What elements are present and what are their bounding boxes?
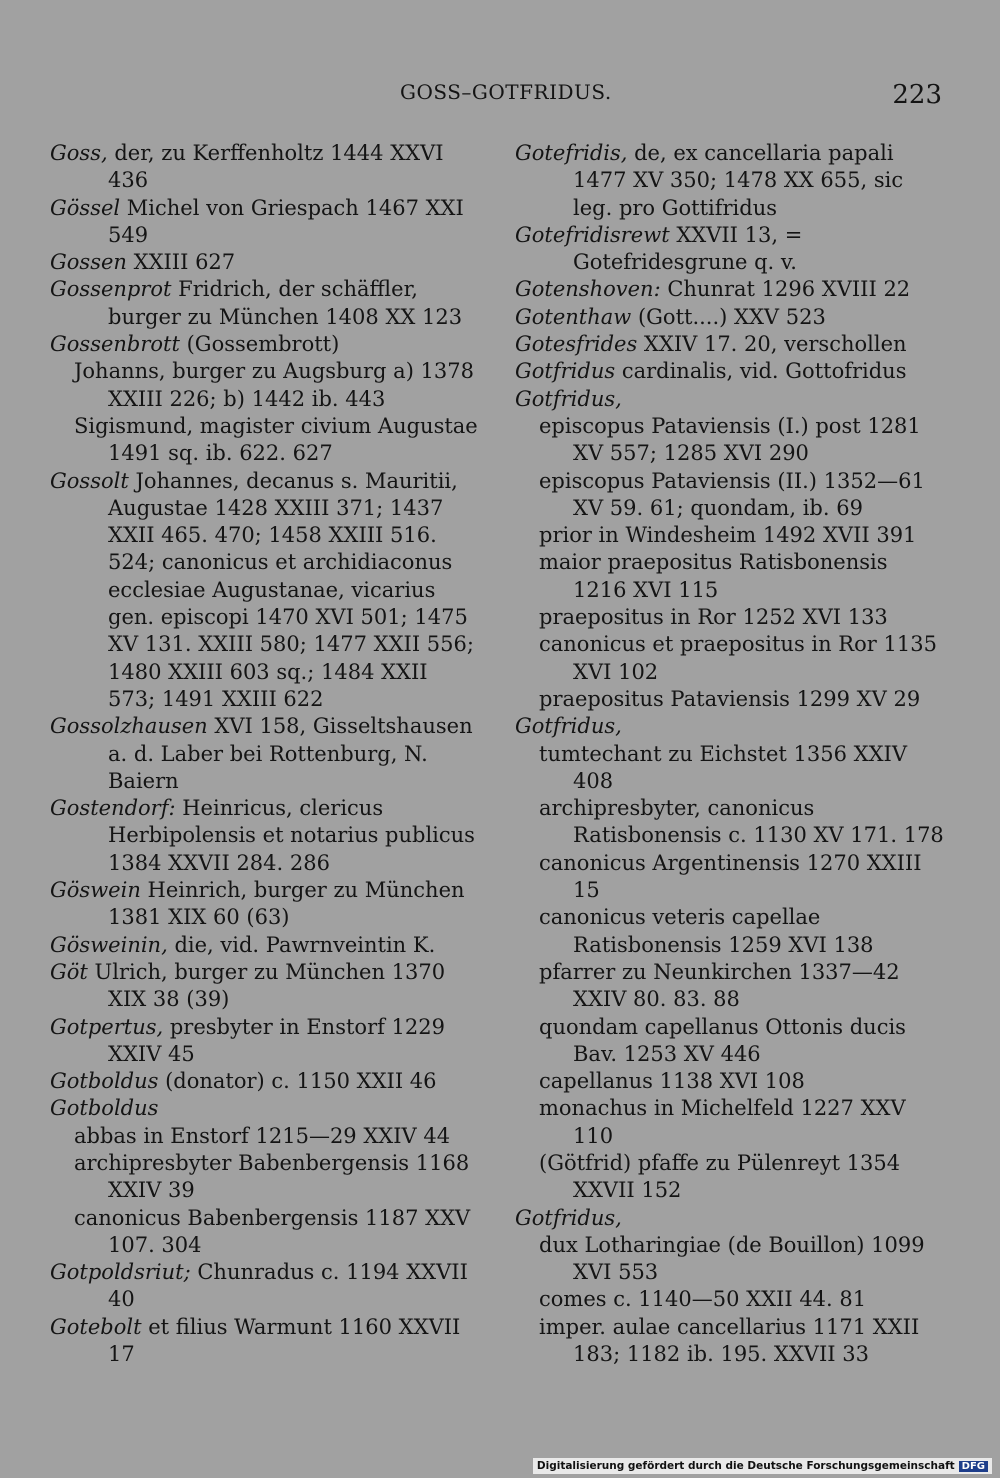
index-entry bbox=[50, 959, 480, 1014]
entry-text: XXIII 627 bbox=[126, 250, 236, 275]
running-head: GOSS–GOTFRIDUS. bbox=[400, 80, 612, 104]
entry-lemma: Gostendorf: bbox=[50, 796, 176, 821]
index-entry bbox=[50, 140, 480, 195]
entry-lemma: Gotfridus, bbox=[515, 386, 622, 411]
entry-text: XXIV 17. 20, verschollen bbox=[637, 332, 907, 357]
entry-text: imper. aulae cancellarius 1171 XXII 183; 1182 ib. 195. XXVII 33 bbox=[539, 1314, 920, 1367]
entry-lemma: Gossen bbox=[50, 250, 127, 275]
index-entry bbox=[515, 140, 945, 222]
index-entry bbox=[50, 331, 480, 358]
entry-text: abbas in Enstorf 1215—29 XXIV 44 bbox=[74, 1123, 451, 1148]
index-subentry bbox=[515, 959, 945, 1014]
entry-text: XVI 158, Gisseltshausen a. d. Laber bei Rottenburg, N. Baiern bbox=[108, 714, 473, 793]
index-subentry bbox=[515, 741, 945, 796]
digitization-footer bbox=[533, 1458, 992, 1474]
entry-text: Heinricus, clericus Herbipolensis et notarius publicus 1384 XXVII 284. 286 bbox=[108, 796, 475, 875]
index-entry bbox=[50, 195, 480, 250]
entry-text: (Götfrid) pfaffe zu Pülenreyt 1354 XXVII 152 bbox=[539, 1150, 901, 1203]
index-entry bbox=[50, 795, 480, 877]
entry-lemma: Gossenbrott bbox=[50, 332, 180, 357]
index-entry bbox=[50, 1068, 480, 1095]
index-subentry bbox=[515, 604, 945, 631]
entry-lemma: Gotfridus, bbox=[515, 714, 622, 739]
entry-lemma: Gotebolt bbox=[50, 1314, 142, 1339]
entry-lemma: Gotpoldsriut; bbox=[50, 1260, 191, 1285]
entry-lemma: Gössel bbox=[50, 195, 121, 220]
index-entry bbox=[515, 276, 945, 303]
index-subentry bbox=[515, 850, 945, 905]
index-subentry bbox=[515, 522, 945, 549]
entry-lemma: Gotefridis, bbox=[515, 141, 628, 165]
index-subentry bbox=[50, 1150, 480, 1205]
page-number: 223 bbox=[892, 80, 942, 110]
index-subentry bbox=[515, 631, 945, 686]
index-subentry bbox=[515, 1232, 945, 1287]
entry-lemma: Gossenprot bbox=[50, 277, 172, 302]
entry-text: capellanus 1138 XVI 108 bbox=[539, 1069, 805, 1094]
entry-text: Fridrich, der schäffler, burger zu München 1408 XX 123 bbox=[108, 277, 463, 329]
entry-lemma: Gotboldus bbox=[50, 1069, 159, 1094]
entry-lemma: Gotefridisrewt bbox=[515, 222, 670, 247]
entry-text: et filius Warmunt 1160 XXVII 17 bbox=[108, 1314, 461, 1367]
index-subentry bbox=[515, 1286, 945, 1313]
entry-text: canonicus Babenbergensis 1187 XXV 107. 304 bbox=[74, 1205, 471, 1257]
entry-lemma: Gotenshoven: bbox=[515, 277, 661, 302]
entry-text: (Gossembrott) bbox=[179, 332, 340, 357]
index-subentry bbox=[515, 904, 945, 959]
entry-text: presbyter in Enstorf 1229 XXIV 45 bbox=[108, 1014, 445, 1066]
index-entry bbox=[50, 1314, 480, 1369]
entry-text: canonicus et praepositus in Ror 1135 XVI 102 bbox=[539, 632, 937, 684]
entry-text: de, ex cancellaria papali 1477 XV 350; 1478 XX 655, sic leg. pro Gottifridus bbox=[573, 141, 904, 220]
index-entry bbox=[515, 222, 945, 277]
entry-text: pfarrer zu Neunkirchen 1337—42 XXIV 80. 83. 88 bbox=[539, 959, 900, 1012]
entry-lemma: Göswein bbox=[50, 878, 141, 903]
index-entry bbox=[515, 713, 945, 740]
index-entry bbox=[50, 932, 480, 959]
index-subentry bbox=[515, 1014, 945, 1069]
entry-text: Johanns, burger zu Augsburg a) 1378 XXIII 226; b) 1442 ib. 443 bbox=[74, 359, 475, 411]
entry-text: archipresbyter, canonicus Ratisbonensis c. 1130 XV 171. 178 bbox=[539, 796, 944, 848]
index-subentry bbox=[50, 413, 480, 468]
right-column bbox=[515, 140, 945, 1368]
index-subentry bbox=[515, 413, 945, 468]
entry-text: monachus in Michelfeld 1227 XXV 110 bbox=[539, 1096, 906, 1148]
index-subentry bbox=[50, 1123, 480, 1150]
index-entry bbox=[515, 304, 945, 331]
entry-lemma: Göt bbox=[50, 959, 88, 984]
entry-text: praepositus Pataviensis 1299 XV 29 bbox=[539, 686, 921, 711]
index-entry bbox=[50, 713, 480, 795]
index-subentry bbox=[515, 795, 945, 850]
dfg-logo: DFG bbox=[959, 1461, 988, 1472]
entry-text: quondam capellanus Ottonis ducis Bav. 1253 XV 446 bbox=[539, 1014, 906, 1066]
entry-text: der, zu Kerffenholtz 1444 XXVI 436 bbox=[107, 141, 444, 193]
entry-lemma: Gotesfrides bbox=[515, 332, 638, 357]
index-subentry bbox=[515, 1095, 945, 1150]
entry-text: Sigismund, magister civium Augustae 1491 sq. ib. 622. 627 bbox=[74, 413, 478, 466]
index-subentry bbox=[50, 1205, 480, 1260]
entry-lemma: Gösweinin, bbox=[50, 932, 168, 957]
entry-text: (Gott....) XXV 523 bbox=[631, 304, 826, 329]
index-subentry bbox=[515, 686, 945, 713]
entry-text: Michel von Griespach 1467 XXI 549 bbox=[108, 195, 464, 247]
entry-lemma: Gotenthaw bbox=[515, 304, 632, 329]
index-entry bbox=[50, 1014, 480, 1069]
index-entry bbox=[50, 1259, 480, 1314]
entry-text: die, vid. Pawrnveintin K. bbox=[167, 932, 436, 957]
index-entry bbox=[515, 1205, 945, 1232]
entry-text: canonicus Argentinensis 1270 XXIII 15 bbox=[539, 850, 922, 903]
index-entry bbox=[50, 468, 480, 714]
entry-text: tumtechant zu Eichstet 1356 XXIV 408 bbox=[539, 741, 908, 793]
index-subentry bbox=[515, 549, 945, 604]
entry-text: Johannes, decanus s. Mauritii, Augustae 1428 XXIII 371; 1437 XXII 465. 470; 1458 XXIII 516. 524; canonicus et archidiaconus ecclesiae Augustanae, vicarius gen. episcopi 1470 XVI 501; 1475 XV 131. XXIII 580; 1477 XXII 556; 1480 XXIII 603 sq.; 1484 XXII 573; 1491 XXIII 622 bbox=[108, 468, 474, 711]
entry-text: (donator) c. 1150 XXII 46 bbox=[158, 1069, 437, 1094]
entry-text: Chunradus c. 1194 XXVII 40 bbox=[108, 1260, 468, 1312]
entry-text: archipresbyter Babenbergensis 1168 XXIV 39 bbox=[74, 1150, 470, 1203]
entry-text: maior praepositus Ratisbonensis 1216 XVI 115 bbox=[539, 550, 888, 602]
entry-lemma: Gotboldus bbox=[50, 1096, 159, 1121]
entry-text: Ulrich, burger zu München 1370 XIX 38 (39) bbox=[87, 959, 446, 1012]
index-subentry bbox=[515, 1068, 945, 1095]
index-subentry bbox=[515, 1314, 945, 1369]
entry-text: episcopus Pataviensis (I.) post 1281 XV 557; 1285 XVI 290 bbox=[539, 413, 921, 466]
index-subentry bbox=[50, 358, 480, 413]
index-entry bbox=[50, 276, 480, 331]
entry-text: prior in Windesheim 1492 XVII 391 bbox=[539, 523, 917, 548]
entry-text: XXVII 13, = Gotefridesgrune q. v. bbox=[573, 222, 803, 275]
entry-lemma: Gotpertus, bbox=[50, 1014, 164, 1039]
entry-text: cardinalis, vid. Gottofridus bbox=[615, 359, 907, 384]
entry-text: praepositus in Ror 1252 XVI 133 bbox=[539, 605, 888, 630]
index-entry bbox=[50, 877, 480, 932]
footer-text: Digitalisierung gefördert durch die Deutsche Forschungsgemeinschaft bbox=[536, 1460, 955, 1472]
entry-text: episcopus Pataviensis (II.) 1352—61 XV 59. 61; quondam, ib. 69 bbox=[539, 468, 925, 520]
entry-text: dux Lotharingiae (de Bouillon) 1099 XVI 553 bbox=[539, 1232, 925, 1285]
entry-text: Heinrich, burger zu München 1381 XIX 60 (63) bbox=[108, 878, 465, 930]
entry-text: canonicus veteris capellae Ratisbonensis 1259 XVI 138 bbox=[539, 905, 874, 957]
index-entry bbox=[515, 331, 945, 358]
entry-lemma: Gotfridus, bbox=[515, 1205, 622, 1230]
index-subentry bbox=[515, 468, 945, 523]
index-entry bbox=[50, 1095, 480, 1122]
left-column bbox=[50, 140, 480, 1368]
entry-text: comes c. 1140—50 XXII 44. 81 bbox=[539, 1287, 867, 1312]
entry-text: Chunrat 1296 XVIII 22 bbox=[660, 277, 911, 302]
entry-lemma: Gossolt bbox=[50, 468, 129, 493]
index-subentry bbox=[515, 1150, 945, 1205]
entry-lemma: Goss, bbox=[50, 141, 108, 165]
index-entry bbox=[515, 386, 945, 413]
index-entry bbox=[50, 249, 480, 276]
entry-lemma: Gossolzhausen bbox=[50, 714, 208, 739]
entry-lemma: Gotfridus bbox=[515, 359, 616, 384]
index-entry bbox=[515, 358, 945, 385]
